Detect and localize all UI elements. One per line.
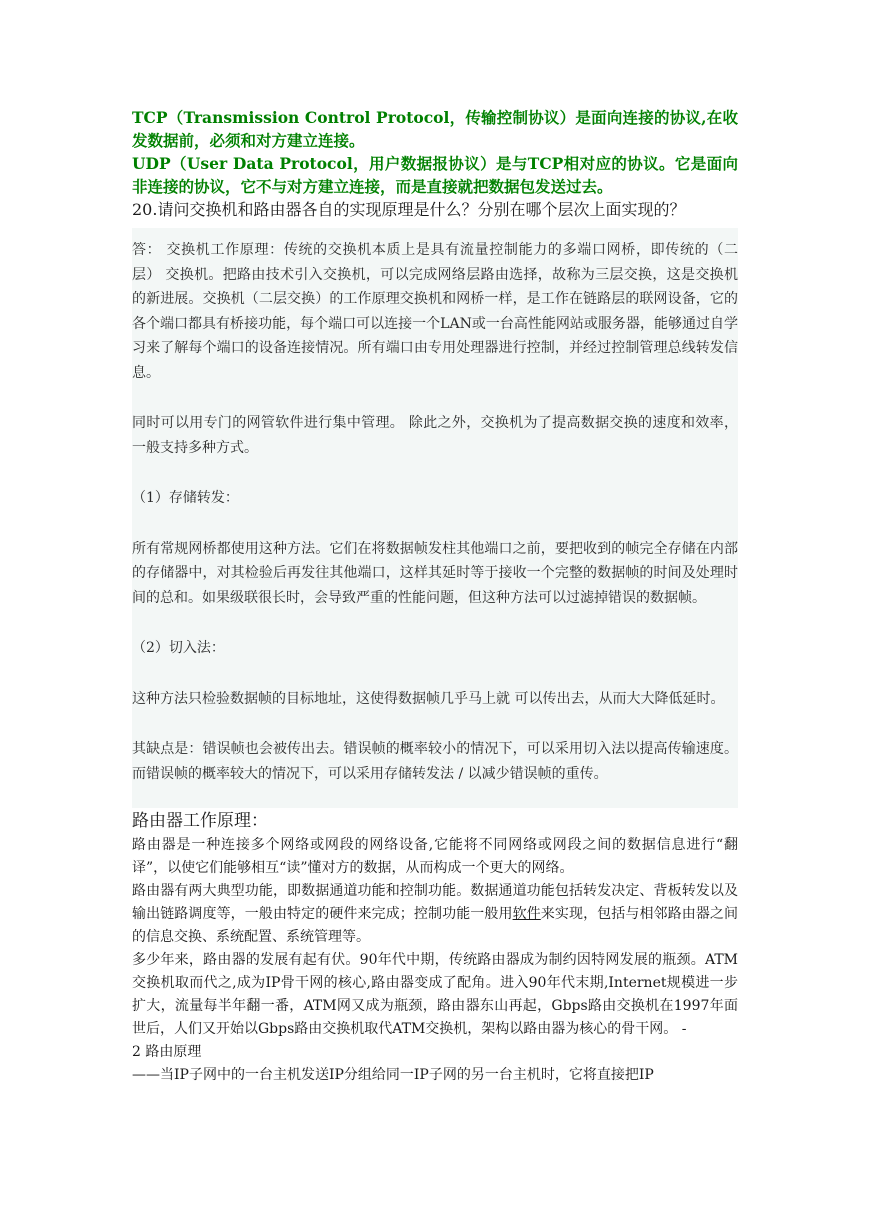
router-paragraph-2 (132, 880, 738, 949)
question-20: 20.请问交换机和路由器各自的实现原理是什么？分别在哪个层次上面实现的？ (132, 200, 686, 219)
router-p2-part-a: 路由器有两大典型功能，即数据通道功能和控制功能。数据通道功能包括转发决定、背板转发以及输出链路调度等，一般由特定的硬件来完成；控制功能一般用 (132, 883, 738, 922)
router-p2-part-b: 来实现，包括与相邻路由器之间的信息交换、系统配置、系统管理等。 (132, 906, 739, 945)
method-2-title: （2）切入法： (132, 640, 225, 656)
udp-paragraph: UDP（User Data Protocol，用户数据报协议）是与TCP相对应的协议。它是面向非连接的协议，它不与对方建立连接，而是直接就把数据包发送过去。 (132, 154, 738, 196)
route-principle-heading: 2 路由原理 (132, 1044, 202, 1060)
software-link[interactable]: 软件 (512, 906, 541, 922)
method-2-cons: 其缺点是：错误帧也会被传出去。错误帧的概率较小的情况下，可以采用切入法以提高传输速度。而错误帧的概率较大的情况下，可以采用存储转发法 / 以减少错误帧的重传。 (132, 741, 738, 782)
route-principle-paragraph: ——当IP子网中的一台主机发送IP分组给同一IP子网的另一台主机时，它将直接把IP (132, 1067, 654, 1083)
router-paragraph-1: 路由器是一种连接多个网络或网段的网络设备,它能将不同网络或网段之间的数据信息进行“翻译”，以使它们能够相互“读”懂对方的数据，从而构成一个更大的网络。 (132, 837, 738, 876)
answer-switch-principle: 答： 交换机工作原理：传统的交换机本质上是具有流量控制能力的多端口网桥，即传统的（二层） 交换机。把路由技术引入交换机，可以完成网络层路由选择，故称为三层交换，这是交换机的新进展。交换机（二层交换）的工作原理交换机和网桥一样，是工作在链路层的联网设备，它的各个端口都具有桥接功能，每个端口可以连接一个LAN或一台高性能网站或服务器，能够通过自学习来了解每个端口的设备连接情况。所有端口由专用处理器进行控制，并经过控制管理总线转发信息。 (132, 242, 738, 381)
router-paragraph-3: 多少年来，路由器的发展有起有伏。90年代中期，传统路由器成为制约因特网发展的瓶颈。ATM交换机取而代之,成为IP骨干网的核心,路由器变成了配角。进入90年代末期,Internet规模进一步扩大，流量每半年翻一番，ATM网又成为瓶颈，路由器东山再起，Gbps路由交换机在1997年面世后，人们又开始以Gbps路由交换机取代ATM交换机，架构以路由器为核心的骨干网。 - (132, 952, 738, 1037)
tcp-paragraph: TCP（Transmission Control Protocol，传输控制协议）是面向连接的协议,在收发数据前，必须和对方建立连接。 (132, 108, 738, 150)
document-content (132, 106, 738, 1087)
method-1-body: 所有常规网桥都使用这种方法。它们在将数据帧发柱其他端口之前，要把收到的帧完全存储在内部的存储器中，对其检验后再发往其他端口，这样其延时等于接收一个完整的数据帧的时间及处理时间的总和。如果级联很长时，会导致严重的性能问题，但这种方法可以过滤掉错误的数据帧。 (132, 540, 738, 606)
method-1-title: （1）存储转发： (132, 490, 239, 506)
router-heading: 路由器工作原理： (132, 811, 268, 831)
answer-block (132, 228, 738, 808)
method-2-body: 这种方法只检验数据帧的目标地址，这使得数据帧几乎马上就 可以传出去，从而大大降低延时。 (132, 690, 725, 707)
answer-manage: 同时可以用专门的网管软件进行集中管理。 除此之外，交换机为了提高数据交换的速度和效率，一般支持多种方式。 (132, 415, 738, 456)
